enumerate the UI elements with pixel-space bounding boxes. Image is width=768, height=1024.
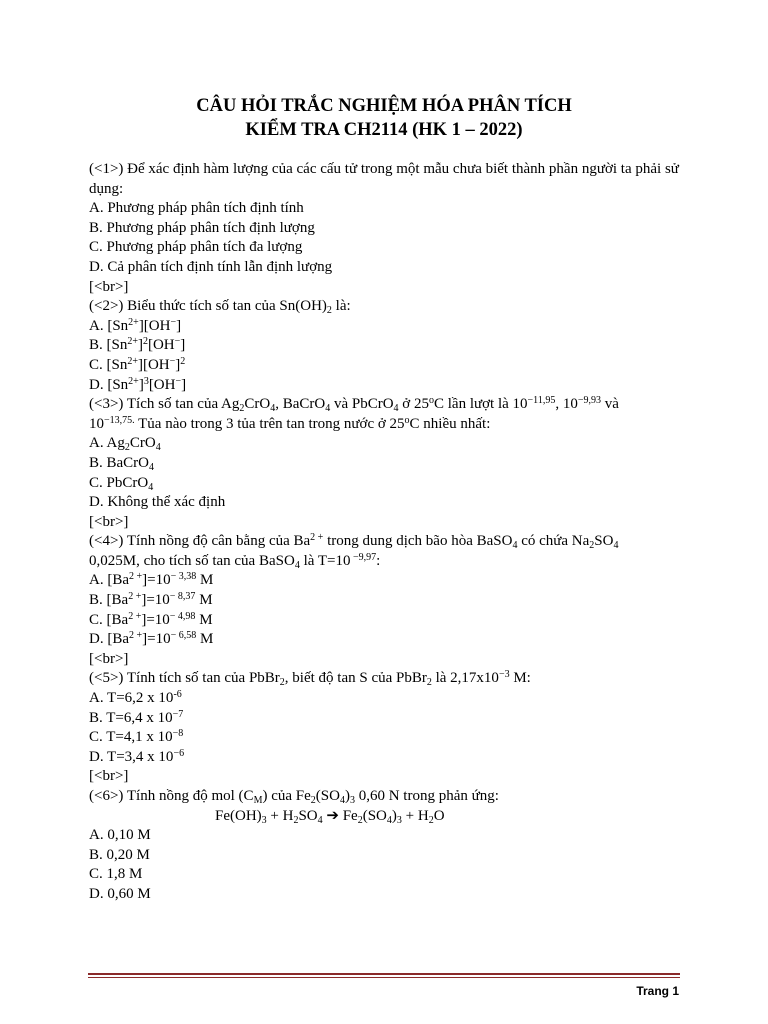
q4-stem-line-2: 0,025M, cho tích số tan của BaSO$_4$ là T=10 $^{-9,97}$: [89, 551, 381, 571]
q5-option-a: A. T=6,2 x $10^{-6}$ [89, 689, 182, 707]
q4-option-d: D. $[Ba^{2 +}]=10^{- 6,58}$ M [89, 630, 214, 648]
q2-option-b: B. $[Sn^{2+}]^2[OH^-]$ [89, 336, 186, 354]
q2-option-a: A. $[Sn^{2+}][OH^-]$ [89, 316, 182, 334]
q5-stem: (<5>) Tính tích số tan của PbBr$_2$, biết độ tan S của PbBr$_2$ là $2,17x10^{-3}$ M: [89, 669, 531, 689]
q2-option-d: D. $[Sn^{2+}]^3[OH^-]$ [89, 375, 187, 393]
q2-stem: (<2>) Biểu thức tích số tan của $Sn(OH)_2$ là: [89, 298, 351, 317]
footer-rule-thin [88, 977, 680, 978]
q3-option-d: D. Không thể xác định [89, 494, 226, 511]
q6-option-c: C. 1,8 M [89, 866, 143, 883]
q6-option-d: D. 0,60 M [89, 885, 151, 902]
q1-option-a: A. Phương pháp phân tích định tính [89, 200, 304, 217]
q5-option-d: D. T=3,4 x $10^{-6}$ [89, 747, 185, 765]
title-line-2: KIỂM TRA CH2114 (HK 1 – 2022) [245, 120, 523, 140]
q4-option-a: A. $[Ba^{2 +}]=10^{- 3,38}$ M [89, 571, 214, 589]
page-number: Trang 1 [636, 984, 679, 998]
q5-option-b: B. T=6,4 x $10^{-7}$ [89, 708, 184, 726]
q1-option-d: D. Cả phân tích định tính lẫn định lượng [89, 258, 333, 275]
q3-option-b: B. BaCrO$_4$ [89, 454, 154, 473]
q3-option-a: A. $Ag_2CrO_4$ [89, 435, 161, 454]
q4-option-c: C. $[Ba^{2 +}]=10^{- 4,98}$ M [89, 610, 213, 628]
q6-stem: (<6>) Tính nồng độ mol $(C_M)$ của $Fe_2(SO_4)_3$ 0,60 N trong phản ứng: [89, 788, 499, 806]
br-separator: [<br>] [89, 278, 129, 295]
footer-rule [88, 973, 680, 975]
q4-option-b: B. $[Ba^{2 +}]=10^{- 8,37}$ M [89, 591, 213, 609]
br-separator: [<br>] [89, 513, 129, 530]
q3-stem-line-2: $10^{-13,75.}$ Tủa nào trong 3 tủa trên tan trong nước ở 25$^o$C nhiều nhất: [89, 414, 491, 432]
reaction-arrow-icon: ➔ [322, 807, 343, 824]
q3-option-c: C. PbCrO$_4$ [89, 474, 154, 493]
q1-stem: (<1>) Để xác định hàm lượng của các cấu tử trong một mẫu chưa biết thành phần người ta phải sử dụng: [89, 161, 679, 197]
q2-option-c: C. $[Sn^{2+}][OH^-]^2$ [89, 355, 186, 373]
br-separator: [<br>] [89, 650, 129, 667]
q1-option-b: B. Phương pháp phân tích định lượng [89, 219, 315, 236]
br-separator: [<br>] [89, 768, 129, 785]
title-line-1: CÂU HỎI TRẮC NGHIỆM HÓA PHÂN TÍCH [196, 96, 572, 116]
q6-option-b: B. 0,20 M [89, 846, 150, 863]
document-title [0, 94, 768, 142]
q1-option-c: C. Phương pháp phân tích đa lượng [89, 239, 303, 256]
q4-stem-line-1: (<4>) Tính nồng độ cân bằng của $Ba^{2 +}$ trong dung dịch bão hòa BaSO$_4$ có chứa $Na_2SO_4$ [89, 532, 619, 552]
q6-option-a: A. 0,10 M [89, 827, 151, 844]
question-list [89, 160, 689, 905]
q3-stem-line-1: (<3>) Tích số tan của $Ag_2CrO_4$, BaCrO$_4$ và PbCrO$_4$ ở 25$^o$C lần lượt là $10^{-11,95}$, $10^{-9,93}$ và [89, 395, 619, 415]
q5-option-c: C. T=4,1 x $10^{-8}$ [89, 728, 184, 746]
q6-reaction-equation: $Fe(OH)_3 + H_2SO_4$ ➔ $Fe_2(SO_4)_3 + H_2O$ [215, 807, 445, 826]
